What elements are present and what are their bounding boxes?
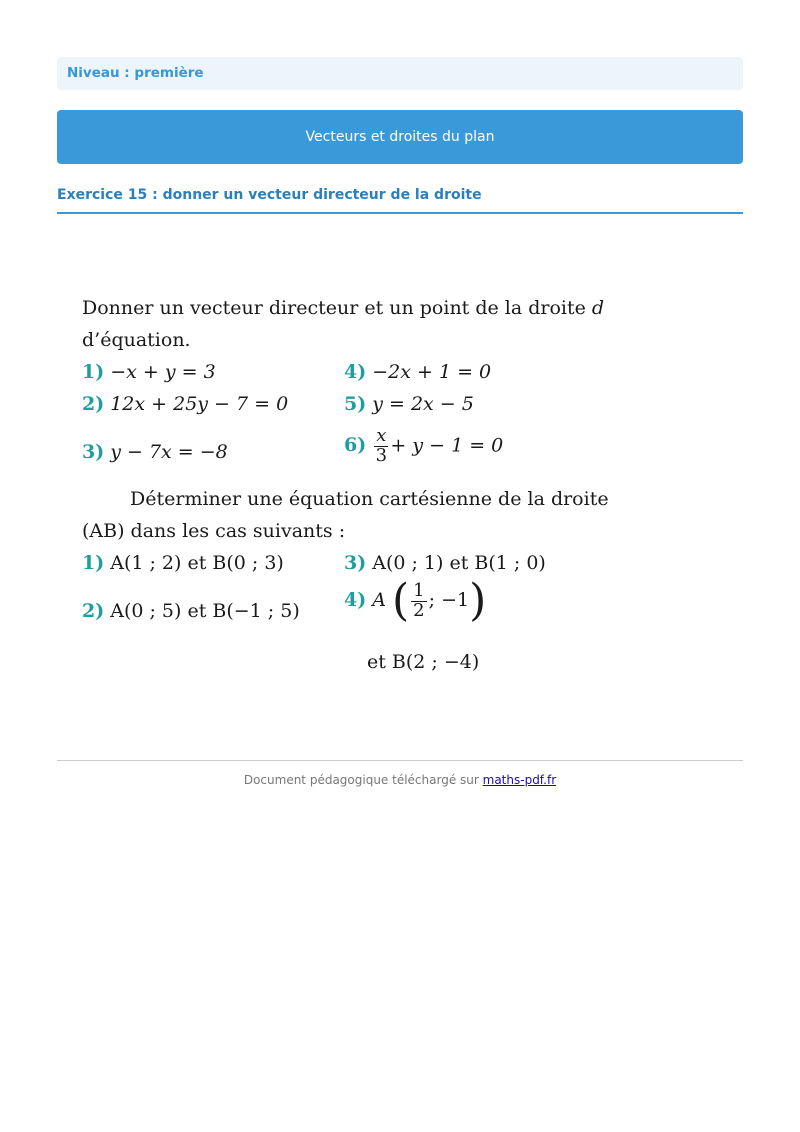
item-expr: A(1 ; 2) et B(0 ; 3) bbox=[110, 552, 284, 574]
fraction-denominator: 3 bbox=[375, 444, 388, 466]
left-paren: ( bbox=[392, 575, 410, 626]
fraction-numerator: 1 bbox=[413, 579, 425, 601]
item-expr: y = 2x − 5 bbox=[372, 393, 474, 415]
item-expr: A(0 ; 1) et B(1 ; 0) bbox=[372, 552, 546, 574]
item-expr: 12x + 25y − 7 = 0 bbox=[110, 393, 289, 415]
chapter-title-bar bbox=[57, 110, 743, 164]
part1-item-6 bbox=[344, 427, 503, 466]
part2-item-1 bbox=[82, 552, 284, 574]
item-number: 6) bbox=[344, 434, 367, 457]
item-number: 4) bbox=[344, 361, 367, 383]
part1-item-1 bbox=[82, 361, 216, 383]
item-number: 1) bbox=[82, 552, 105, 574]
coord-rest: ; −1 bbox=[428, 589, 470, 611]
part1-line1-text: Donner un vecteur directeur et un point de la droite bbox=[82, 297, 592, 319]
part2-item-4 bbox=[344, 575, 487, 626]
part1-line2: d’équation. bbox=[82, 329, 191, 351]
item-expr: −2x + 1 = 0 bbox=[372, 361, 492, 383]
item-expr: y − 7x = −8 bbox=[110, 441, 228, 463]
item-expr: + y − 1 = 0 bbox=[390, 434, 504, 457]
fraction bbox=[411, 579, 426, 621]
fraction bbox=[374, 427, 388, 466]
item-number: 5) bbox=[344, 393, 367, 415]
point-label: A bbox=[372, 589, 386, 611]
fraction-numerator: x bbox=[376, 425, 387, 446]
item-number: 3) bbox=[82, 441, 105, 463]
part1-line1 bbox=[82, 297, 604, 319]
part1-item-2 bbox=[82, 393, 288, 415]
item-number: 1) bbox=[82, 361, 105, 383]
item-number: 3) bbox=[344, 552, 367, 574]
chapter-title: Vecteurs et droites du plan bbox=[305, 129, 495, 145]
footer-divider bbox=[57, 760, 743, 761]
part1-item-5 bbox=[344, 393, 474, 415]
var-d: d bbox=[591, 297, 605, 319]
part1-item-3 bbox=[82, 441, 228, 463]
part2-item-2 bbox=[82, 600, 300, 622]
footer-text: Document pédagogique téléchargé sur bbox=[243, 773, 483, 787]
exercise-title bbox=[57, 187, 743, 214]
footer-link[interactable]: maths-pdf.fr bbox=[482, 773, 557, 787]
part2-line2: (AB) dans les cas suivants : bbox=[82, 520, 346, 542]
item-number: 2) bbox=[82, 393, 105, 415]
part1-item-4 bbox=[344, 361, 491, 383]
footer bbox=[57, 773, 743, 787]
exercise-title-text: Exercice 15 : donner un vecteur directeur de la droite bbox=[57, 187, 482, 203]
level-banner bbox=[57, 57, 743, 90]
part2-line1: Déterminer une équation cartésienne de la droite bbox=[130, 488, 609, 510]
right-paren: ) bbox=[469, 575, 487, 626]
item-expr: −x + y = 3 bbox=[110, 361, 216, 383]
fraction-denominator: 2 bbox=[413, 599, 425, 621]
item-number: 4) bbox=[344, 589, 367, 611]
item-expr: A(0 ; 5) et B(−1 ; 5) bbox=[110, 600, 300, 622]
level-label: Niveau : première bbox=[67, 65, 204, 81]
part2-item-3 bbox=[344, 552, 546, 574]
item-number: 2) bbox=[82, 600, 105, 622]
part2-item-4-line2: et B(2 ; −4) bbox=[367, 651, 480, 673]
